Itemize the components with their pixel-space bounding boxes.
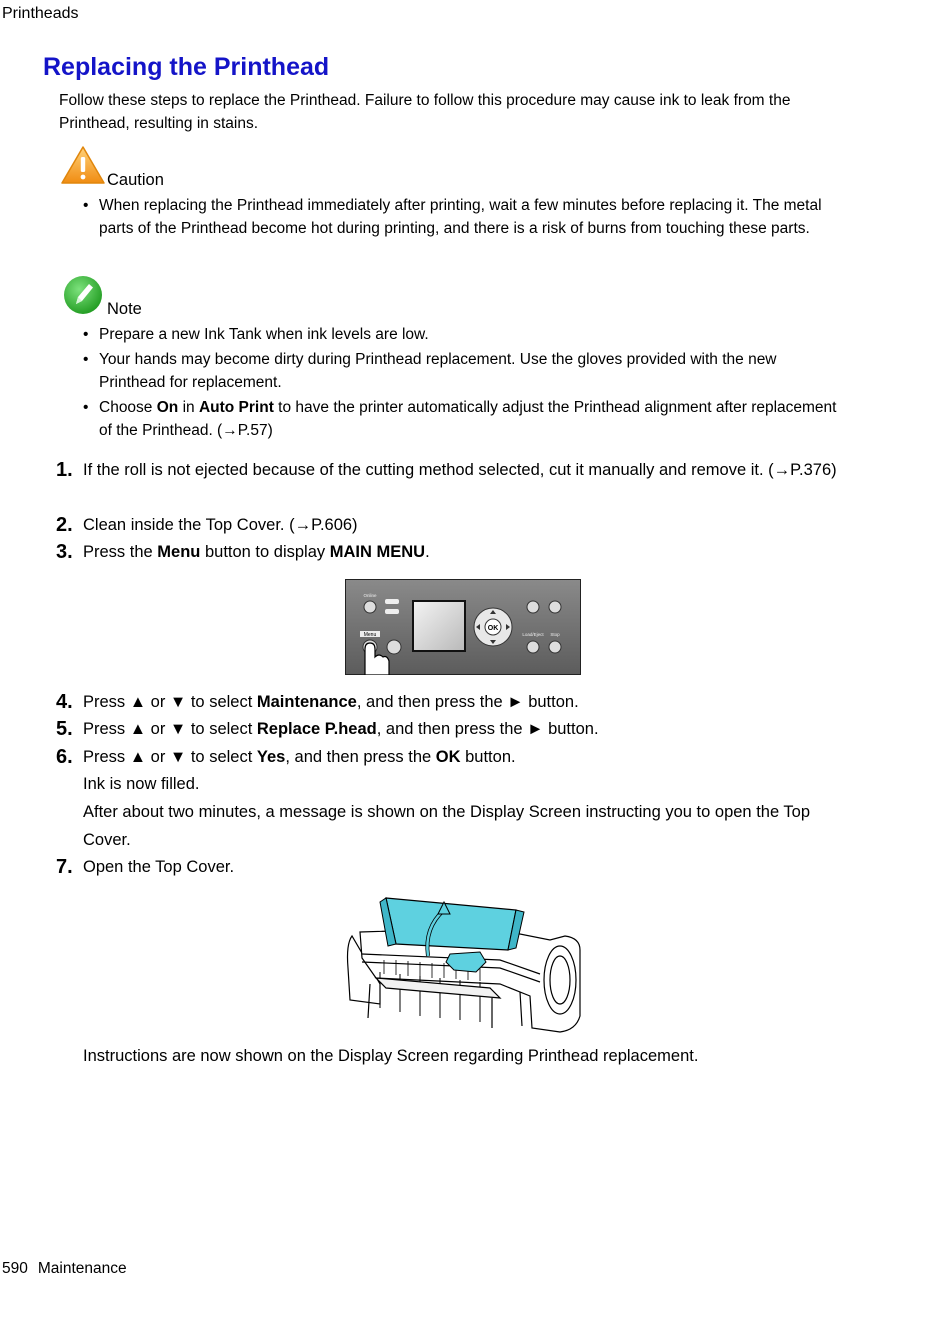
step-5: [56, 716, 846, 744]
step-4-number: 4.: [56, 691, 73, 713]
top-cover: [386, 898, 516, 950]
load-eject-text: Load/Eject: [522, 632, 544, 637]
caution-bullet: • When replacing the Printhead immediately after printing, wait a few minutes before replacing it. The metal parts of the Printhead become hot during printing, and there is a risk of burns from touching these parts.: [83, 194, 843, 240]
step-5-text: [83, 716, 846, 744]
page-number: 590: [2, 1260, 28, 1277]
step-4-post: , and then press the ► button.: [356, 693, 579, 711]
note-bullet-3-pre: Choose: [99, 398, 157, 416]
note-bullet-3-mid: in: [178, 398, 199, 416]
step-1: [56, 457, 846, 485]
step-3-mid: button to display: [200, 543, 330, 561]
step-4: [56, 689, 846, 717]
step-2-text: Clean inside the Top Cover. (→P.606): [83, 516, 358, 534]
step-3-text: [83, 539, 846, 567]
printer-top-cover-illustration: [340, 888, 584, 1036]
step-6-number: 6.: [56, 746, 73, 768]
footer-section: Maintenance: [37, 1260, 127, 1277]
control-panel-illustration: [345, 579, 581, 675]
step-4-text: [83, 689, 846, 717]
step-1-text: If the roll is not ejected because of the cutting method selected, cut it manually and remove it. (→P.376): [83, 461, 837, 479]
note-bullet-2: • Your hands may become dirty during Printhead replacement. Use the gloves provided with the new Printhead for replacement.: [83, 348, 843, 394]
step-5-number: 5.: [56, 718, 73, 740]
ok-key-text: OK: [487, 625, 499, 632]
page-title: Replacing the Printhead: [43, 53, 330, 81]
caution-icon: [60, 145, 106, 185]
step-6: [56, 744, 846, 772]
step-2: [56, 512, 846, 540]
intro-paragraph: Follow these steps to replace the Printhead. Failure to follow this procedure may cause ink to leak from the Printhead, resulting in stains.: [59, 92, 791, 132]
final-instruction: Instructions are now shown on the Display Screen regarding Printhead replacement.: [83, 1047, 699, 1065]
note-bullet-1: • Prepare a new Ink Tank when ink levels are low.: [83, 323, 843, 346]
note-icon: [63, 275, 103, 315]
step-7: [56, 854, 846, 882]
step-5-post: , and then press the ► button.: [376, 720, 599, 738]
step-3-pre: Press the: [83, 543, 158, 561]
step-2-number: 2.: [56, 514, 73, 536]
note-label: Note: [107, 300, 142, 318]
step-7-number: 7.: [56, 856, 73, 878]
step-7-text: Open the Top Cover.: [83, 858, 235, 876]
step-6-note-1: Ink is now filled.: [83, 775, 200, 793]
running-header: Printheads: [2, 5, 79, 22]
yes-keyword: Yes: [256, 748, 286, 766]
on-setting: On: [156, 398, 179, 416]
step-3-post: .: [425, 543, 430, 561]
step-6-text: [83, 744, 846, 772]
step-6-note-2: After about two minutes, a message is shown on the Display Screen instructing you to open the Top Cover.: [83, 803, 811, 849]
menu-key-text: Menu: [363, 632, 377, 638]
step-6-post: button.: [460, 748, 516, 766]
online-key-text: Online: [363, 593, 377, 598]
step-6-pre: Press ▲ or ▼ to select: [83, 748, 257, 766]
main-menu-keyword: MAIN MENU: [329, 543, 426, 561]
stop-key-text: Stop: [550, 632, 560, 637]
step-1-number: 1.: [56, 459, 73, 481]
step-4-pre: Press ▲ or ▼ to select: [83, 693, 257, 711]
step-6-mid: , and then press the: [285, 748, 436, 766]
caution-list: [83, 194, 843, 242]
step-3: [56, 539, 846, 567]
caution-label: Caution: [107, 171, 164, 189]
note-bullet-3: [83, 396, 843, 442]
auto-print-setting: Auto Print: [198, 398, 274, 416]
menu-keyword: Menu: [157, 543, 201, 561]
maintenance-keyword: Maintenance: [256, 693, 357, 711]
note-list: [83, 323, 843, 444]
step-3-number: 3.: [56, 541, 73, 563]
note-bullet-3-post: to have the printer automatically adjust the Printhead alignment after replacement of the Printhead. (→P.57): [99, 398, 837, 439]
page-footer: [2, 1260, 137, 1278]
ok-keyword: OK: [435, 748, 461, 766]
replace-phead-keyword: Replace P.head: [256, 720, 377, 738]
step-5-pre: Press ▲ or ▼ to select: [83, 720, 257, 738]
